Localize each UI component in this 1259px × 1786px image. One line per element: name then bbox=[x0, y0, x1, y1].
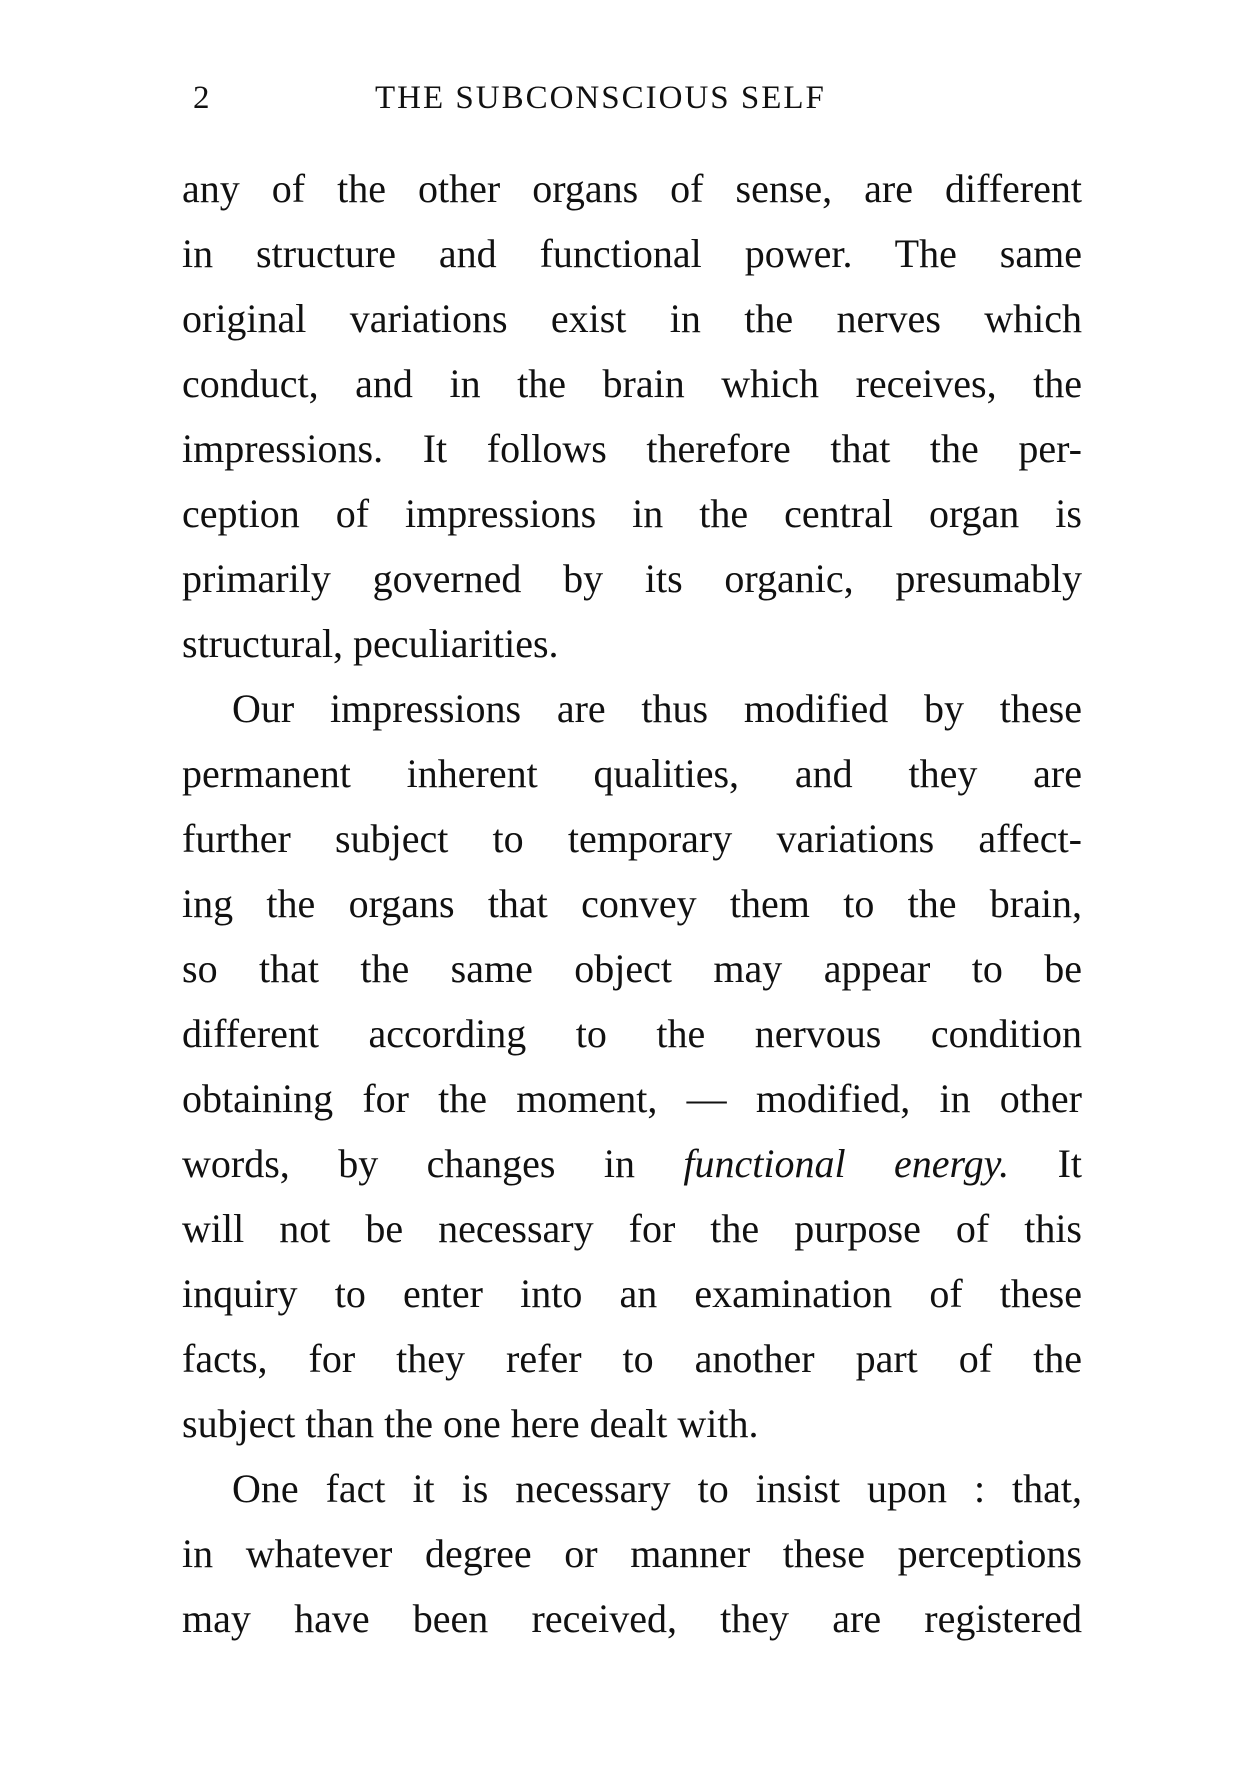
text-line: ing the organs that convey them to the brain, bbox=[182, 881, 1082, 926]
text-line: in whatever degree or manner these perceptions bbox=[182, 1531, 1082, 1576]
running-head bbox=[185, 80, 1080, 124]
text-line: structural, peculiarities. bbox=[182, 621, 559, 666]
text-line: will not be necessary for the purpose of this bbox=[182, 1206, 1082, 1251]
body-text bbox=[182, 156, 1082, 1651]
text-line: facts, for they refer to another part of the bbox=[182, 1336, 1082, 1381]
text-line bbox=[182, 1131, 1082, 1196]
italic-phrase: functional energy. bbox=[683, 1141, 1010, 1186]
text-line: obtaining for the moment, — modified, in other bbox=[182, 1076, 1082, 1121]
text-line: may have been received, they are registered bbox=[182, 1596, 1082, 1641]
book-title: THE SUBCONSCIOUS SELF bbox=[375, 80, 826, 116]
text-line: ception of impressions in the central organ is bbox=[182, 491, 1082, 536]
text-segment: words, by changes in bbox=[182, 1141, 635, 1186]
text-line: further subject to temporary variations affect- bbox=[182, 816, 1082, 861]
text-line: conduct, and in the brain which receives, the bbox=[182, 361, 1082, 406]
text-line: permanent inherent qualities, and they are bbox=[182, 751, 1082, 796]
text-line: impressions. It follows therefore that the per- bbox=[182, 426, 1082, 471]
text-line: One fact it is necessary to insist upon : that, bbox=[232, 1466, 1082, 1511]
text-line: primarily governed by its organic, presumably bbox=[182, 556, 1082, 601]
text-segment: It bbox=[1057, 1141, 1083, 1186]
text-line: inquiry to enter into an examination of these bbox=[182, 1271, 1082, 1316]
text-line: so that the same object may appear to be bbox=[182, 946, 1082, 991]
text-line: Our impressions are thus modified by these bbox=[232, 686, 1082, 731]
text-line: in structure and functional power. The same bbox=[182, 231, 1082, 276]
text-line: any of the other organs of sense, are different bbox=[182, 166, 1082, 211]
text-line: different according to the nervous condition bbox=[182, 1011, 1082, 1056]
text-line: original variations exist in the nerves which bbox=[182, 296, 1082, 341]
page-number: 2 bbox=[193, 80, 210, 116]
text-line: subject than the one here dealt with. bbox=[182, 1401, 759, 1446]
